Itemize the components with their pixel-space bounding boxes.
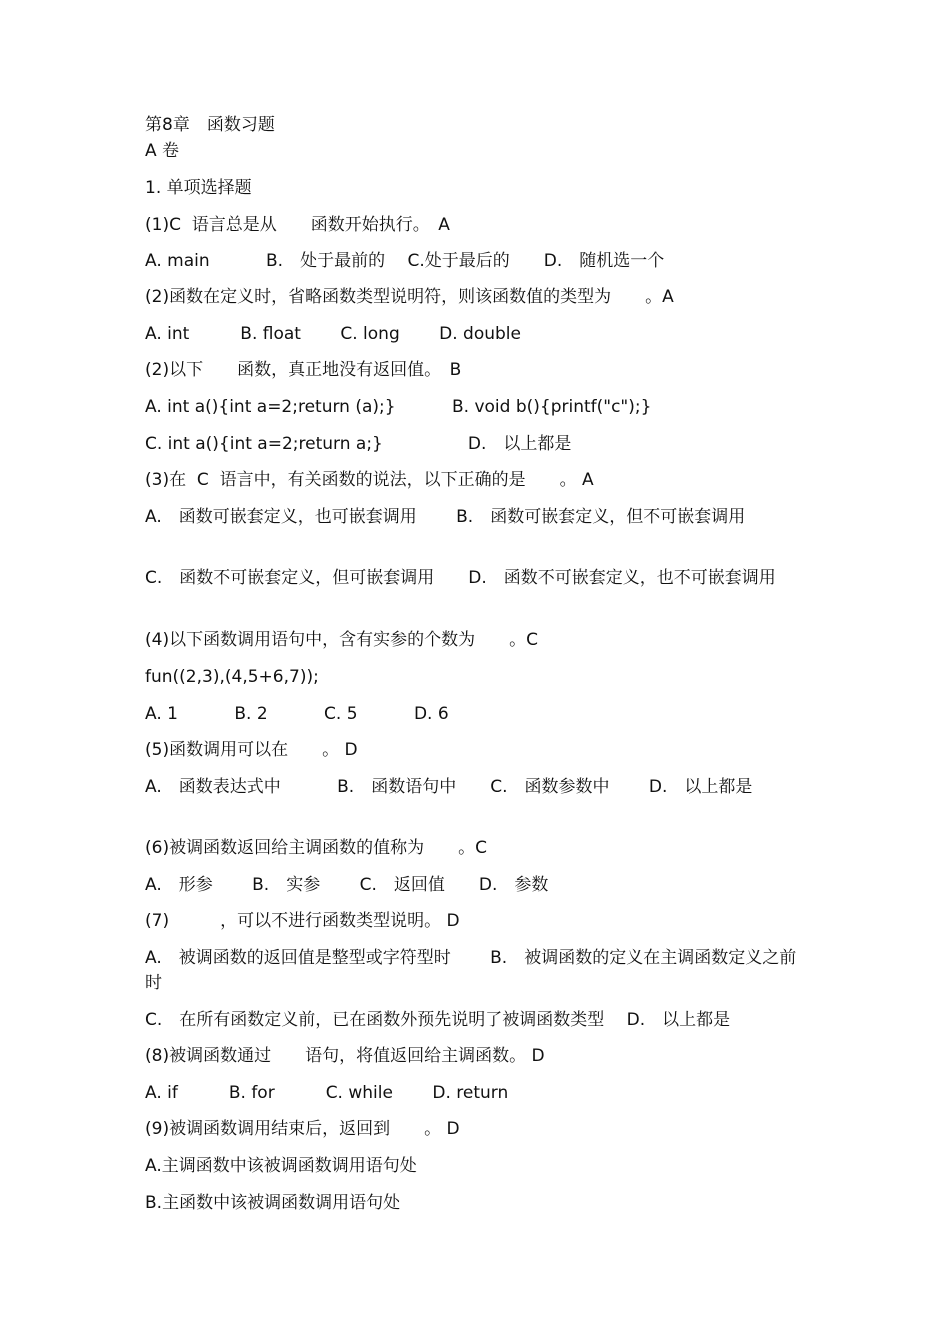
section-heading: 1. 单项选择题 (145, 178, 252, 198)
question-7: (7) ，可以不进行函数类型说明。 D (145, 911, 460, 931)
question-2b-options-ab: A. int a(){int a=2;return (a);} B. void b(){printf("c");} (145, 397, 652, 417)
question-4-options: A. 1 B. 2 C. 5 D. 6 (145, 704, 449, 724)
question-2: (2)函数在定义时，省略函数类型说明符，则该函数值的类型为 。A (145, 287, 674, 307)
question-3-options-cd: C. 函数不可嵌套定义，但可嵌套调用 D. 函数不可嵌套定义，也不可嵌套调用 (145, 568, 776, 588)
question-8-options: A. if B. for C. while D. return (145, 1083, 509, 1103)
question-2b-options-cd: C. int a(){int a=2;return a;} D. 以上都是 (145, 434, 572, 454)
question-1-options: A. main B. 处于最前的 C.处于最后的 D. 随机选一个 (145, 251, 665, 271)
question-5-options: A. 函数表达式中 B. 函数语句中 C. 函数参数中 D. 以上都是 (145, 777, 753, 797)
question-7-options-ab: A. 被调函数的返回值是整型或字符型时 B. 被调函数的定义在主调函数定义之前时 (145, 948, 797, 993)
question-6: (6)被调函数返回给主调函数的值称为 。C (145, 838, 487, 858)
question-9: (9)被调函数调用结束后，返回到 。 D (145, 1119, 460, 1139)
question-9-option-a: A.主调函数中该被调函数调用语句处 (145, 1156, 417, 1176)
question-3: (3)在 C 语言中，有关函数的说法，以下正确的是 。 A (145, 470, 594, 490)
question-4-code: fun((2,3),(4,5+6,7)); (145, 667, 319, 687)
question-4: (4)以下函数调用语句中，含有实参的个数为 。C (145, 630, 538, 650)
question-3-options-ab: A. 函数可嵌套定义，也可嵌套调用 B. 函数可嵌套定义，但不可嵌套调用 (145, 507, 746, 527)
question-1: (1)C 语言总是从 函数开始执行。 A (145, 215, 450, 235)
question-6-options: A. 形参 B. 实参 C. 返回值 D. 参数 (145, 875, 549, 895)
question-5: (5)函数调用可以在 。 D (145, 740, 358, 760)
question-7-options-cd: C. 在所有函数定义前，已在函数外预先说明了被调函数类型 D. 以上都是 (145, 1010, 731, 1030)
volume-label: A 卷 (145, 141, 180, 161)
chapter-title: 第8章 函数习题 (145, 115, 275, 135)
question-2-options: A. int B. float C. long D. double (145, 324, 521, 344)
question-2b: (2)以下 函数，真正地没有返回值。 B (145, 360, 462, 380)
question-9-option-b: B.主函数中该被调函数调用语句处 (145, 1193, 401, 1213)
question-8: (8)被调函数通过 语句，将值返回给主调函数。 D (145, 1046, 545, 1066)
